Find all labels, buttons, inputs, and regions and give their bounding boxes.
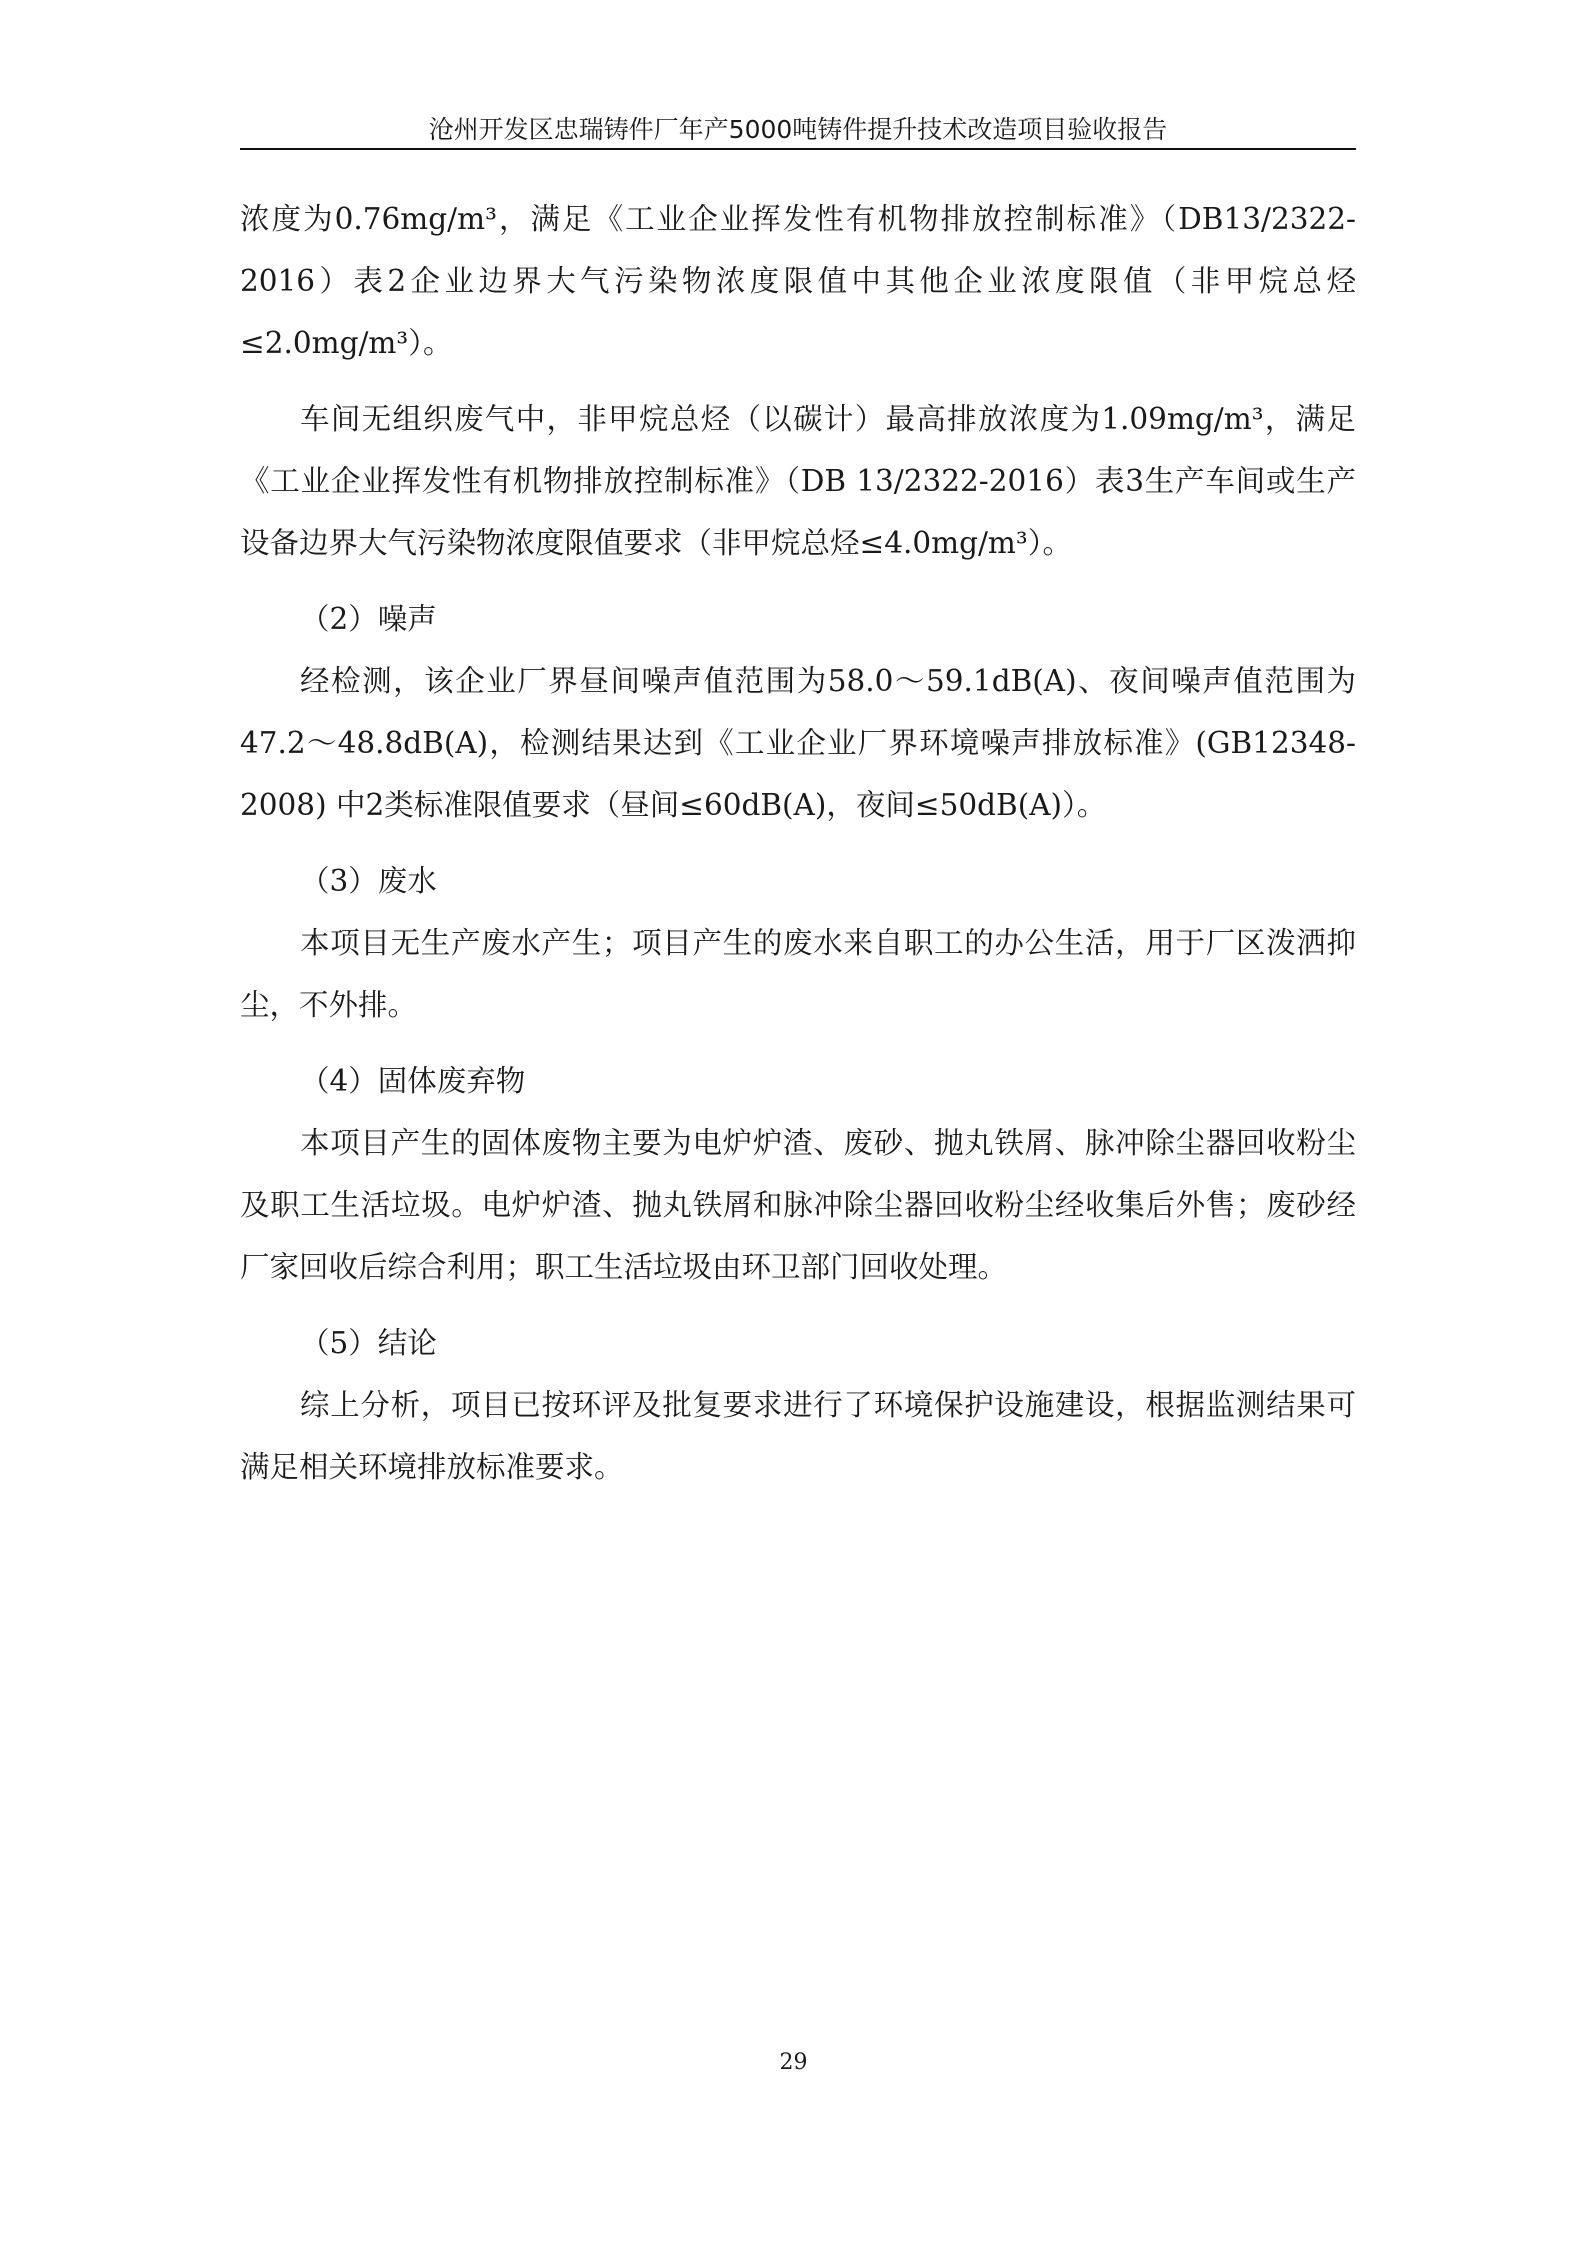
page-header-title: 沧州开发区忠瑞铸件厂年产5000吨铸件提升技术改造项目验收报告: [428, 115, 1168, 144]
paragraph-organic-boundary: 浓度为0.76mg/m³，满足《工业企业挥发性有机物排放控制标准》（DB13/2322-2016）表2企业边界大气污染物浓度限值中其他企业浓度限值（非甲烷总烃≤2.0mg/m³）。: [240, 202, 1356, 360]
page-number: 29: [779, 2050, 808, 2075]
paragraph-organic-workshop: 车间无组织废气中，非甲烷总烃（以碳计）最高排放浓度为1.09mg/m³，满足《工业企业挥发性有机物排放控制标准》（DB 13/2322-2016）表3生产车间或生产设备边界大气污染物浓度限值要求（非甲烷总烃≤4.0mg/m³）。: [240, 402, 1356, 560]
paragraph-wastewater: 本项目无生产废水产生；项目产生的废水来自职工的办公生活，用于厂区泼洒抑尘，不外排。: [240, 926, 1356, 1022]
heading-solid-waste: （4）固体废弃物: [300, 1064, 526, 1098]
paragraph-solid-waste: 本项目产生的固体废物主要为电炉炉渣、废砂、抛丸铁屑、脉冲除尘器回收粉尘及职工生活垃圾。电炉炉渣、抛丸铁屑和脉冲除尘器回收粉尘经收集后外售；废砂经厂家回收后综合利用；职工生活垃圾由环卫部门回收处理。: [240, 1126, 1356, 1284]
paragraph-conclusion: 综上分析，项目已按环评及批复要求进行了环境保护设施建设，根据监测结果可满足相关环境排放标准要求。: [240, 1388, 1356, 1484]
document-body: [240, 188, 1356, 1498]
header-divider: [240, 148, 1356, 150]
heading-conclusion: （5）结论: [300, 1326, 437, 1360]
heading-wastewater: （3）废水: [300, 864, 437, 898]
paragraph-noise: 经检测，该企业厂界昼间噪声值范围为58.0～59.1dB(A)、夜间噪声值范围为47.2～48.8dB(A)，检测结果达到《工业企业厂界环境噪声排放标准》(GB12348-2008) 中2类标准限值要求（昼间≤60dB(A)，夜间≤50dB(A)）。: [240, 664, 1356, 822]
heading-noise: （2）噪声: [300, 602, 437, 636]
